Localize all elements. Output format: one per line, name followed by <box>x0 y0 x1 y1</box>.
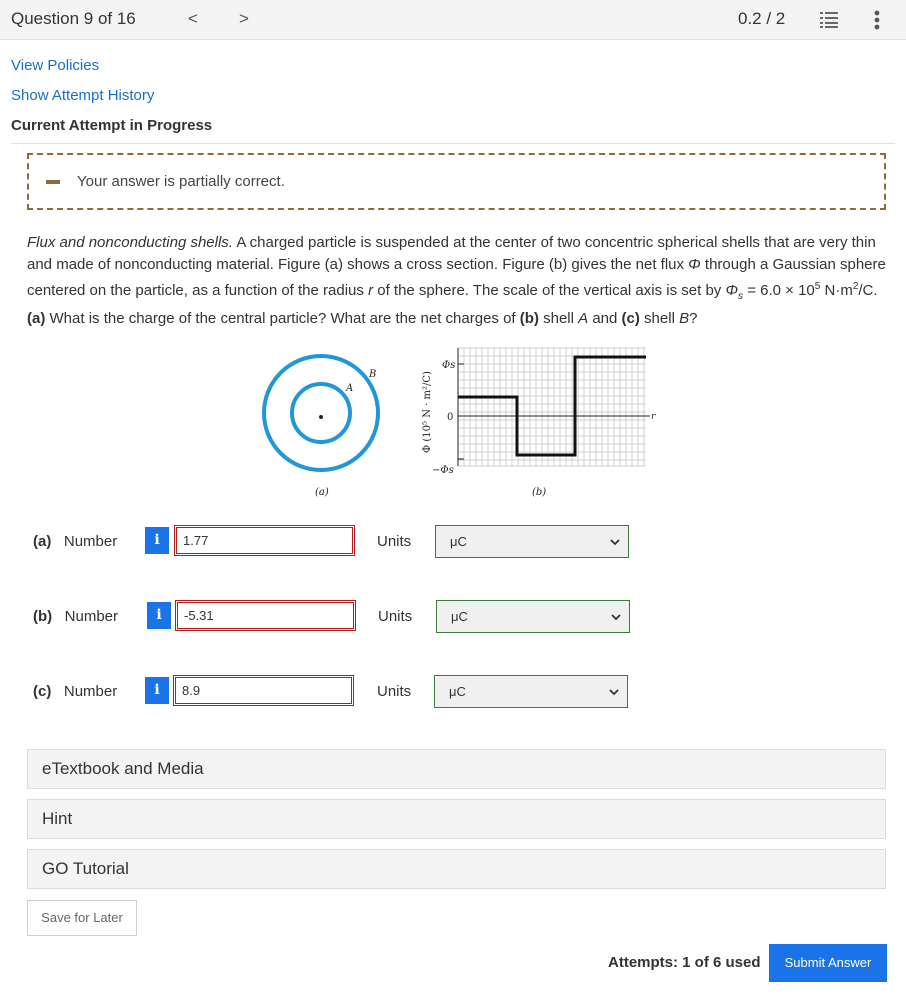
save-for-later-button[interactable]: Save for Later <box>27 900 137 936</box>
shell-b-ring <box>264 356 378 470</box>
part-b-units-label: Units <box>378 608 413 625</box>
show-attempt-history-link[interactable]: Show Attempt History <box>11 87 155 104</box>
part-a-label: (a) Number <box>33 533 118 550</box>
previous-question-button[interactable]: < <box>188 9 198 28</box>
part-c-number-input[interactable] <box>173 675 354 706</box>
shells-cross-section <box>264 356 378 498</box>
part-a-units-label: Units <box>377 533 412 550</box>
figure-b-caption: (b) <box>532 487 547 498</box>
partial-correct-icon <box>46 180 60 184</box>
part-b-info-icon[interactable]: i <box>147 602 171 629</box>
graph-r-label: r <box>651 412 656 422</box>
submit-answer-button[interactable]: Submit Answer <box>769 944 887 982</box>
part-b-units-select[interactable]: μC <box>436 600 630 633</box>
part-a-units-select[interactable]: μC <box>435 525 629 558</box>
part-b-label: (b) Number <box>33 608 119 625</box>
question-header <box>0 0 906 40</box>
graph-zero-label: 0 <box>447 412 454 423</box>
shell-b-label: B <box>369 369 377 380</box>
hint-section[interactable]: Hint <box>27 799 886 839</box>
chevron-down-icon <box>609 687 619 697</box>
question-counter: Question 9 of 16 <box>11 9 136 28</box>
view-policies-link[interactable]: View Policies <box>11 57 100 74</box>
question-score: 0.2 / 2 <box>738 9 786 28</box>
problem-statement: Flux and nonconducting shells. A charged particle is suspended at the center of two concentric spherical shells that are very thin and made of nonconducting material. Figure (a) shows a cross section. Figure (b) gives the net flux Φ through a Gaussian sphere centered on the particle, as a function of the radius r of the sphere. The scale of the vertical axis is set by $\Phi_s = 6.0 \times 10^5$ $N\cdot m^2/C$. (a) What is the charge of the central particle? What are the net charges of (b) shell A and (c) shell B? <box>27 234 886 327</box>
problem-figure <box>258 345 656 505</box>
part-c-info-icon[interactable]: i <box>145 677 169 704</box>
part-c-units-select[interactable]: μC <box>434 675 628 708</box>
feedback-message: Your answer is partially correct. <box>77 173 285 190</box>
chevron-down-icon <box>611 612 621 622</box>
part-c-units-label: Units <box>377 683 412 700</box>
shell-a-label: A <box>346 383 354 394</box>
etextbook-media-section[interactable]: eTextbook and Media <box>27 749 886 789</box>
more-options-icon[interactable] <box>874 10 880 30</box>
attempt-status: Current Attempt in Progress <box>11 117 213 134</box>
go-tutorial-section[interactable]: GO Tutorial <box>27 849 886 889</box>
central-particle <box>319 415 323 419</box>
figure-a-caption: (a) <box>315 487 329 498</box>
flux-graph <box>422 348 656 498</box>
part-a-number-input[interactable] <box>174 525 355 556</box>
shell-a-ring <box>292 384 350 442</box>
chevron-down-icon <box>610 537 620 547</box>
part-c-label: (c) Number <box>33 683 118 700</box>
problem-title: Flux and nonconducting shells. <box>27 234 233 251</box>
question-list-icon[interactable] <box>820 11 838 29</box>
graph-axis-label: Φ (10⁵ N · m²/C) <box>422 371 433 453</box>
next-question-button[interactable]: > <box>239 9 249 28</box>
graph-phi-s-label: Φs <box>442 360 456 371</box>
graph-neg-phi-s-label: −Φs <box>432 465 454 476</box>
part-a-info-icon[interactable]: i <box>145 527 169 554</box>
attempts-count: Attempts: 1 of 6 used <box>608 954 761 971</box>
part-b-number-input[interactable] <box>175 600 356 631</box>
feedback-banner <box>27 153 886 210</box>
